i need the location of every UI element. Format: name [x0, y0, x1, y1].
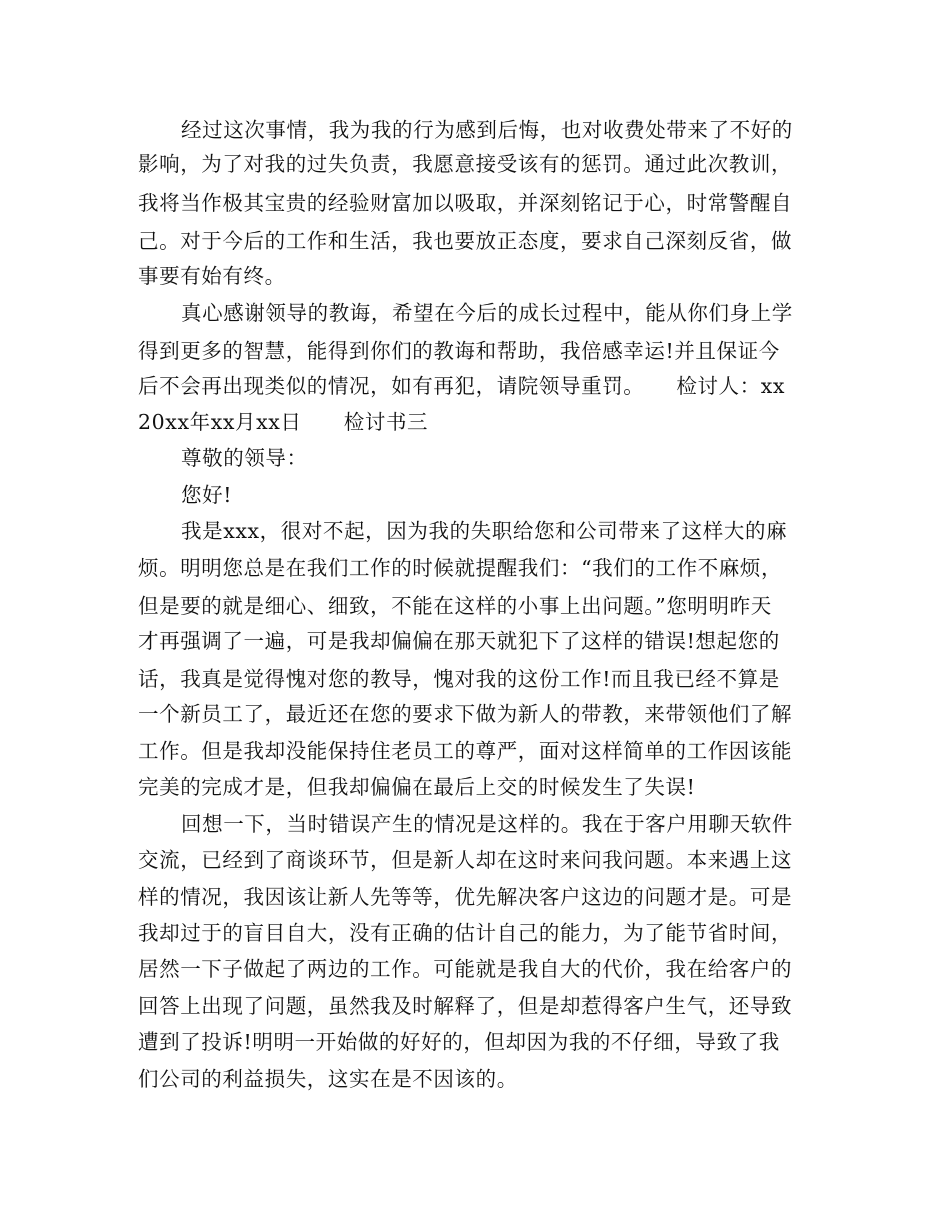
text-line: 但是要的就是细心、细致，不能在这样的小事上出问题。”您明明昨天: [138, 594, 772, 618]
text-line: 居然一下子做起了两边的工作。可能就是我自大的代价，我在给客户的: [138, 957, 793, 981]
text-line: 工作。但是我却没能保持住老员工的尊严，面对这样简单的工作因该能: [138, 739, 793, 763]
text-line: 己。对于今后的工作和生活，我也要放正态度，要求自己深刻反省，做: [138, 229, 793, 253]
text-line: 真心感谢领导的教诲，希望在今后的成长过程中，能从你们身上学: [181, 301, 793, 325]
text-line: 20xx年xx月xx日 检讨书三: [138, 410, 429, 434]
text-line: 回答上出现了问题，虽然我及时解释了，但是却惹得客户生气，还导致: [138, 994, 793, 1018]
text-line: 烦。明明您总是在我们工作的时候就提醒我们：“我们的工作不麻烦，: [138, 556, 783, 580]
text-line: 遭到了投诉!明明一开始做的好好的，但却因为我的不仔细，导致了我: [138, 1030, 780, 1054]
text-line: 样的情况，我因该让新人先等等，优先解决客户这边的问题才是。可是: [138, 885, 793, 909]
text-line: 我是xxx，很对不起，因为我的失职给您和公司带来了这样大的麻: [181, 519, 788, 543]
text-line: 影响，为了对我的过失负责，我愿意接受该有的惩罚。通过此次教训，: [138, 152, 793, 176]
text-line: 经过这次事情，我为我的行为感到后悔，也对收费处带来了不好的: [181, 118, 793, 142]
text-line: 得到更多的智慧，能得到你们的教诲和帮助，我倍感幸运!并且保证今: [138, 339, 780, 363]
text-line: 事要有始有终。: [138, 264, 286, 288]
text-line: 话，我真是觉得愧对您的教导，愧对我的这份工作!而且我已经不算是: [138, 667, 780, 691]
text-line: 后不会再出现类似的情况，如有再犯，请院领导重罚。 检讨人：xx: [138, 374, 786, 398]
text-line: 们公司的利益损失，这实在是不因该的。: [138, 1067, 518, 1091]
text-line: 我却过于的盲目自大，没有正确的估计自己的能力，为了能节省时间，: [138, 921, 793, 945]
text-line: 我将当作极其宝贵的经验财富加以吸取，并深刻铭记于心，时常警醒自: [138, 191, 793, 215]
text-line: 一个新员工了，最近还在您的要求下做为新人的带教，来带领他们了解: [138, 702, 793, 726]
text-line: 您好!: [181, 483, 233, 507]
text-line: 才再强调了一遍，可是我却偏偏在那天就犯下了这样的错误!想起您的: [138, 629, 780, 653]
text-line: 完美的完成才是，但我却偏偏在最后上交的时候发生了失误!: [138, 775, 696, 799]
text-line: 尊敬的领导：: [181, 446, 308, 470]
text-line: 交流，已经到了商谈环节，但是新人却在这时来问我问题。本来遇上这: [138, 848, 793, 872]
text-line: 回想一下，当时错误产生的情况是这样的。我在于客户用聊天软件: [181, 812, 793, 836]
